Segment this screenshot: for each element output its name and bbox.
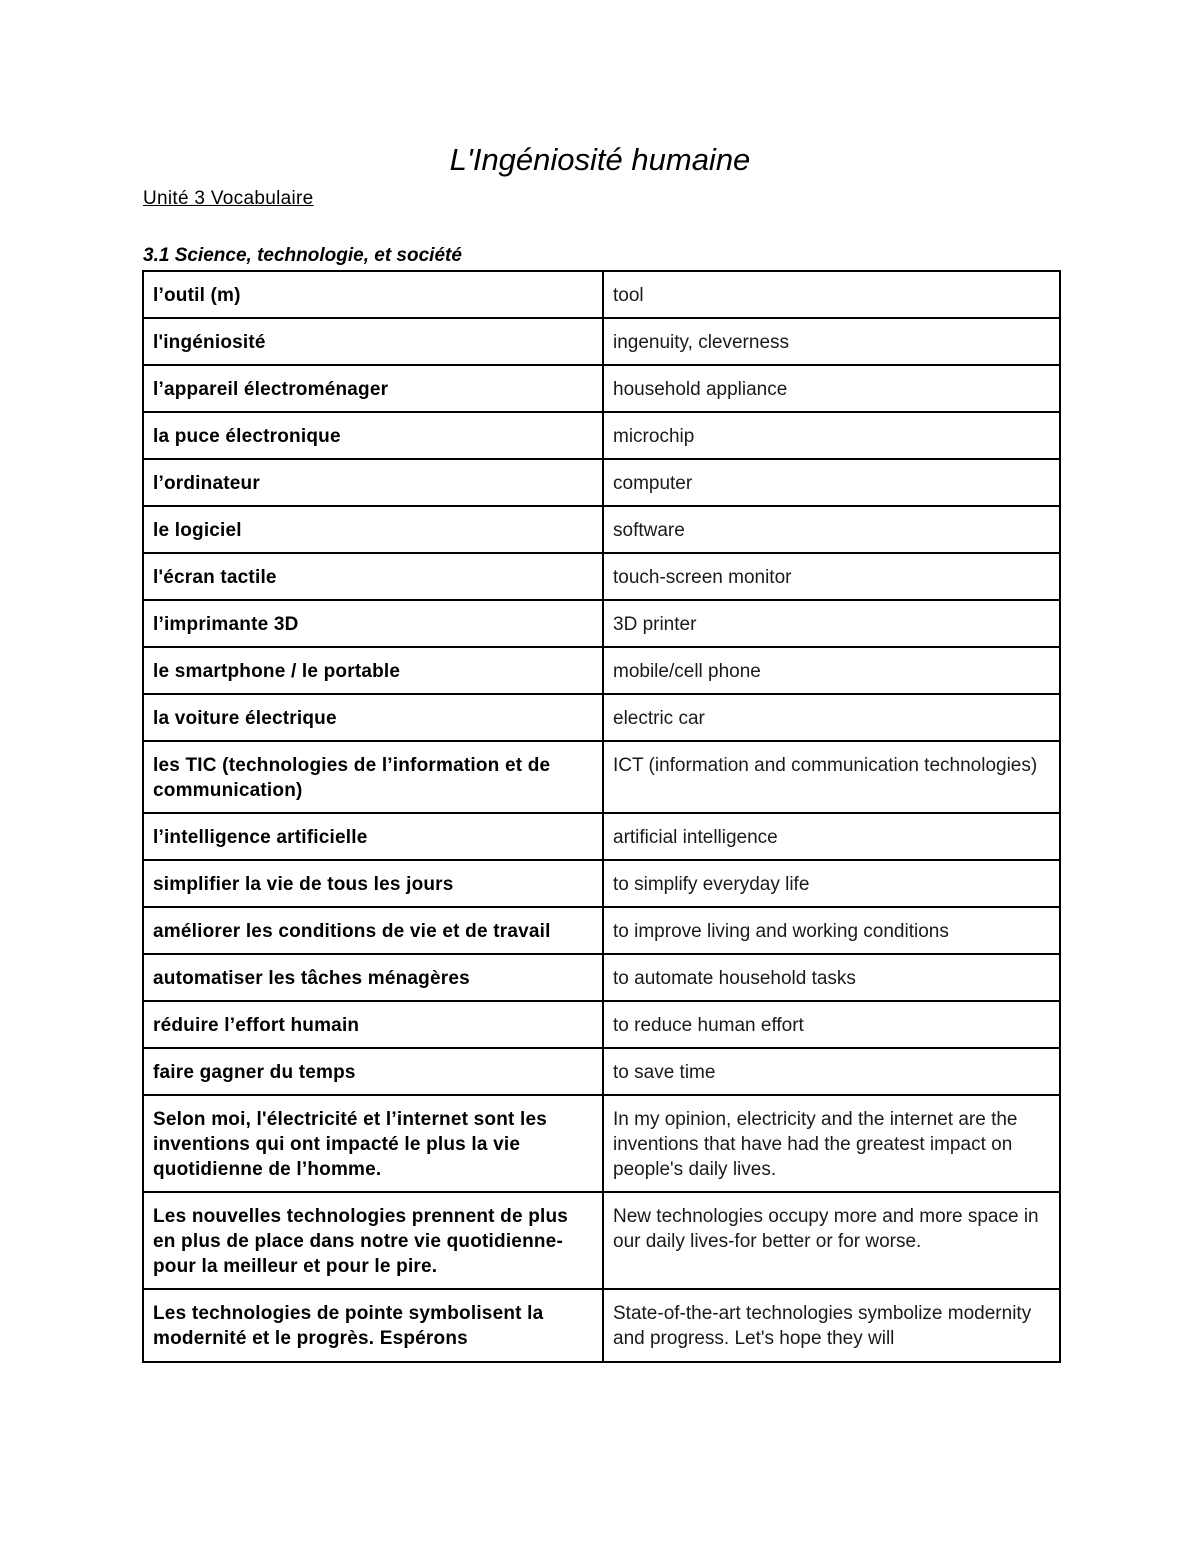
french-term: réduire l’effort humain [143, 1001, 603, 1048]
english-translation: 3D printer [603, 600, 1060, 647]
english-translation: software [603, 506, 1060, 553]
english-translation: ingenuity, cleverness [603, 318, 1060, 365]
table-row [143, 1001, 1060, 1048]
vocabulary-table [142, 270, 1061, 1363]
table-row [143, 365, 1060, 412]
french-term: l'écran tactile [143, 553, 603, 600]
table-row [143, 954, 1060, 1001]
french-term: l’outil (m) [143, 271, 603, 318]
english-translation: electric car [603, 694, 1060, 741]
french-term: faire gagner du temps [143, 1048, 603, 1095]
unit-heading: Unité 3 Vocabulaire [143, 188, 314, 209]
french-term: améliorer les conditions de vie et de travail [143, 907, 603, 954]
english-translation: ICT (information and communication technologies) [603, 741, 1060, 813]
french-term: Les nouvelles technologies prennent de plus en plus de place dans notre vie quotidienne-pour la meilleur et pour le pire. [143, 1192, 603, 1289]
table-row [143, 553, 1060, 600]
table-row [143, 647, 1060, 694]
english-translation: mobile/cell phone [603, 647, 1060, 694]
table-row [143, 1095, 1060, 1192]
french-term: l’imprimante 3D [143, 600, 603, 647]
table-row [143, 1048, 1060, 1095]
french-term: le smartphone / le portable [143, 647, 603, 694]
table-row [143, 271, 1060, 318]
french-term: la puce électronique [143, 412, 603, 459]
french-term: l’intelligence artificielle [143, 813, 603, 860]
table-row [143, 813, 1060, 860]
english-translation: to improve living and working conditions [603, 907, 1060, 954]
french-term: automatiser les tâches ménagères [143, 954, 603, 1001]
french-term: l'ingéniosité [143, 318, 603, 365]
english-translation: to simplify everyday life [603, 860, 1060, 907]
french-term: la voiture électrique [143, 694, 603, 741]
french-term: Les technologies de pointe symbolisent la modernité et le progrès. Espérons [143, 1289, 603, 1362]
french-term: Selon moi, l'électricité et l’internet sont les inventions qui ont impacté le plus la vie quotidienne de l’homme. [143, 1095, 603, 1192]
table-row [143, 412, 1060, 459]
english-translation: microchip [603, 412, 1060, 459]
english-translation: to automate household tasks [603, 954, 1060, 1001]
table-row [143, 1289, 1060, 1362]
english-translation: to save time [603, 1048, 1060, 1095]
table-row [143, 459, 1060, 506]
table-row [143, 741, 1060, 813]
english-translation: household appliance [603, 365, 1060, 412]
french-term: l’ordinateur [143, 459, 603, 506]
table-row [143, 907, 1060, 954]
french-term: les TIC (technologies de l’information et de communication) [143, 741, 603, 813]
table-row [143, 506, 1060, 553]
english-translation: State-of-the-art technologies symbolize modernity and progress. Let's hope they will [603, 1289, 1060, 1362]
table-row [143, 1192, 1060, 1289]
english-translation: New technologies occupy more and more space in our daily lives-for better or for worse. [603, 1192, 1060, 1289]
table-row [143, 600, 1060, 647]
table-row [143, 318, 1060, 365]
document-title: L'Ingéniosité humaine [449, 142, 751, 177]
english-translation: touch-screen monitor [603, 553, 1060, 600]
french-term: le logiciel [143, 506, 603, 553]
table-row [143, 860, 1060, 907]
table-row [143, 694, 1060, 741]
french-term: l’appareil électroménager [143, 365, 603, 412]
section-heading: 3.1 Science, technologie, et société [143, 245, 462, 266]
english-translation: In my opinion, electricity and the internet are the inventions that have had the greatest impact on people's daily lives. [603, 1095, 1060, 1192]
english-translation: to reduce human effort [603, 1001, 1060, 1048]
english-translation: artificial intelligence [603, 813, 1060, 860]
english-translation: tool [603, 271, 1060, 318]
french-term: simplifier la vie de tous les jours [143, 860, 603, 907]
english-translation: computer [603, 459, 1060, 506]
